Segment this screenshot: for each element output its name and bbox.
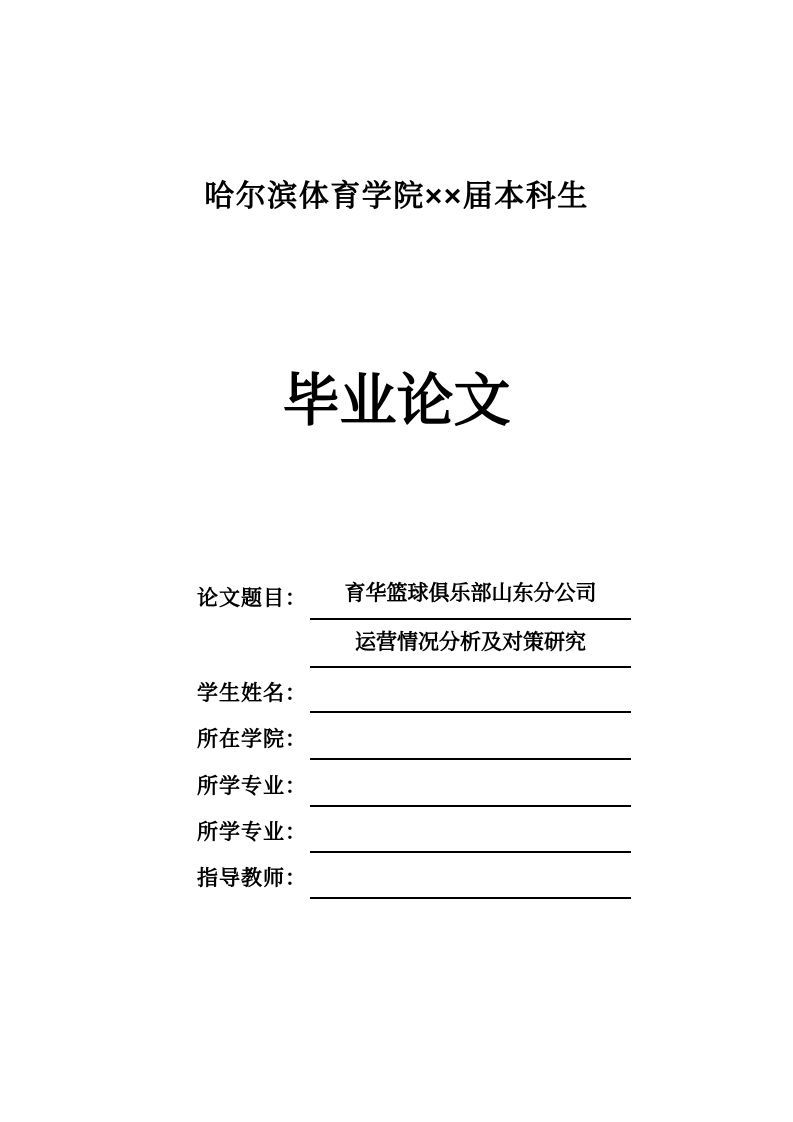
student-name-line	[310, 711, 631, 713]
thesis-title-underline-2	[310, 666, 631, 668]
thesis-title-line2: 运营情况分析及对策研究	[355, 630, 586, 654]
major-line	[310, 805, 631, 807]
thesis-title-line1: 育华篮球俱乐部山东分公司	[344, 581, 597, 605]
university-header: 哈尔滨体育学院××届本科生	[204, 180, 589, 213]
thesis-title-underline-1	[310, 618, 631, 620]
major-label: 所学专业：	[197, 775, 307, 798]
college-label: 所在学院：	[197, 728, 307, 751]
college-line	[310, 758, 631, 760]
major-label-2: 所学专业：	[197, 821, 307, 844]
major-line-2	[310, 851, 631, 853]
advisor-line	[310, 897, 631, 899]
student-name-label: 学生姓名：	[197, 682, 307, 705]
document-title: 毕业论文	[282, 369, 511, 433]
advisor-label: 指导教师：	[197, 867, 307, 890]
thesis-title-label: 论文题目：	[197, 587, 307, 610]
